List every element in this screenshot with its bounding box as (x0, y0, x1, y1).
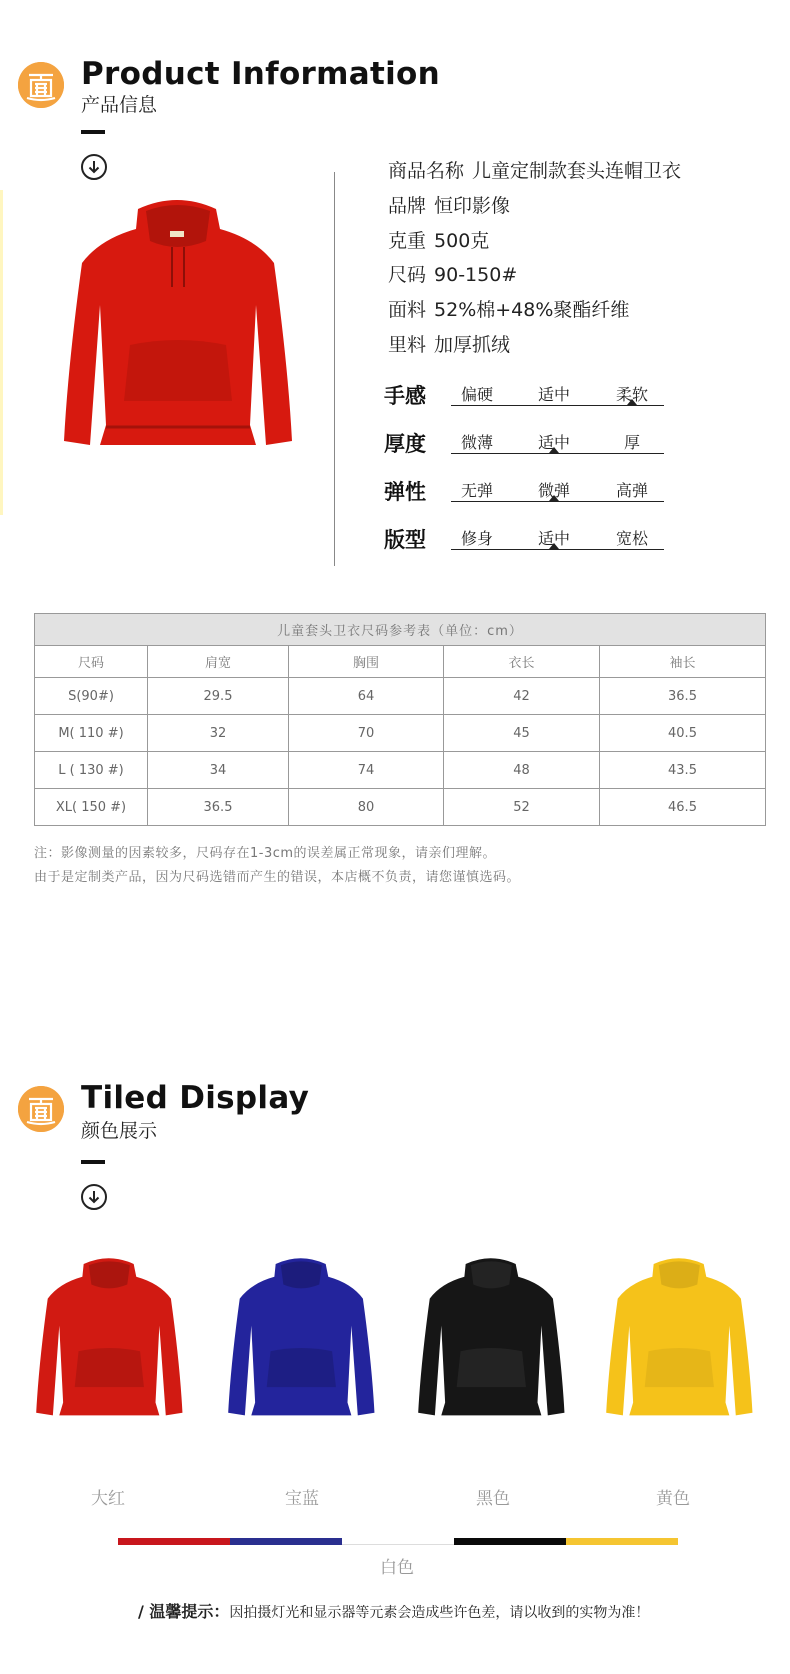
rating-label: 手感 (384, 384, 426, 408)
size-note: 注：影像测量的因素较多，尺码存在1-3cm的误差属正常现象，请亲们理解。 (34, 846, 497, 861)
table-cell: 70 (289, 715, 444, 752)
swatch-black (454, 1538, 566, 1545)
color-label: 黑色 (476, 1489, 510, 1509)
tip-text: 因拍摄灯光和显示器等元素会造成些许色差，请以收到的实物为准！ (229, 1605, 650, 1621)
color-label: 黄色 (656, 1489, 690, 1509)
rating-line (451, 549, 664, 550)
color-label: 宝蓝 (285, 1489, 319, 1509)
spec-row (388, 226, 489, 253)
rating-option: 修身 (460, 529, 493, 548)
spec-value: 加厚抓绒 (434, 334, 511, 356)
red-hoodie-image (60, 195, 295, 460)
table-cell: 36.5 (600, 678, 766, 715)
section-title-en: Tiled Display (81, 1080, 310, 1116)
vertical-divider (334, 172, 335, 566)
spec-row (388, 330, 510, 357)
table-header-cell: 胸围 (289, 646, 444, 678)
rating-option: 宽松 (615, 529, 648, 548)
table-cell: 40.5 (600, 715, 766, 752)
table-cell: 42 (444, 678, 600, 715)
swatch-yellow (566, 1538, 678, 1545)
edge-accent (0, 190, 3, 515)
table-cell: 45 (444, 715, 600, 752)
table-cell: XL( 150 #) (35, 789, 148, 826)
rating-option: 厚 (623, 433, 640, 452)
spec-value: 恒印影像 (434, 195, 511, 217)
spec-row (388, 156, 681, 183)
size-table-caption: 儿童套头卫衣尺码参考表（单位：cm） (35, 614, 766, 646)
hoodie-black-image (406, 1255, 576, 1429)
rating-selected-marker (549, 543, 559, 549)
table-cell: 80 (289, 789, 444, 826)
warm-tip (138, 1599, 649, 1622)
spec-row (388, 191, 510, 218)
table-cell: S(90#) (35, 678, 148, 715)
rating-option: 适中 (537, 385, 570, 404)
color-label-white: 白色 (380, 1558, 414, 1578)
table-cell: 36.5 (148, 789, 289, 826)
rating-label: 版型 (384, 528, 426, 552)
swatch-white (342, 1538, 454, 1545)
rating-label: 厚度 (384, 432, 426, 456)
rating-selected-marker (627, 399, 637, 405)
table-header-cell: 肩宽 (148, 646, 289, 678)
rating-line (451, 453, 664, 454)
table-row (35, 789, 766, 826)
rating-label: 弹性 (384, 480, 426, 504)
table-cell: 32 (148, 715, 289, 752)
rating-line (451, 405, 664, 406)
color-label: 大红 (91, 1489, 125, 1509)
table-cell: 52 (444, 789, 600, 826)
hoodie-red-image (24, 1255, 194, 1429)
spec-row (388, 295, 629, 322)
tip-prefix: / 温馨提示： (138, 1602, 230, 1621)
table-header-cell: 尺码 (35, 646, 148, 678)
rating-option: 适中 (537, 433, 570, 452)
table-cell: L ( 130 #) (35, 752, 148, 789)
spec-value: 儿童定制款套头连帽卫衣 (472, 160, 682, 182)
hoodie-yellow-image (594, 1255, 764, 1429)
rating-option: 偏硬 (460, 385, 493, 404)
rating-selected-marker (549, 447, 559, 453)
spec-value: 90-150# (434, 264, 518, 286)
brand-logo-icon (18, 62, 64, 108)
table-cell: 64 (289, 678, 444, 715)
spec-key: 克重 (388, 230, 427, 252)
spec-key: 品牌 (388, 195, 427, 217)
size-note: 由于是定制类产品，因为尺码选错而产生的错误，本店概不负责，请您谨慎选码。 (34, 870, 521, 885)
spec-key: 里料 (388, 334, 427, 356)
table-cell: 29.5 (148, 678, 289, 715)
section-title-cn: 产品信息 (81, 94, 158, 116)
section-title-cn: 颜色展示 (81, 1120, 158, 1142)
rating-option: 微弹 (537, 481, 570, 500)
size-chart-table (34, 613, 766, 826)
hoodie-blue-image (216, 1255, 386, 1429)
brand-logo-icon (18, 1086, 64, 1132)
rating-line (451, 501, 664, 502)
table-row (35, 752, 766, 789)
spec-row (388, 260, 517, 287)
rating-selected-marker (549, 495, 559, 501)
title-underline (81, 1160, 105, 1164)
swatch-red (118, 1538, 230, 1545)
product-image (60, 195, 295, 464)
table-cell: 43.5 (600, 752, 766, 789)
rating-option: 柔软 (615, 385, 648, 404)
spec-key: 商品名称 (388, 160, 465, 182)
arrow-down-circle-icon (81, 1184, 107, 1210)
rating-option: 适中 (537, 529, 570, 548)
spec-value: 52%棉+48%聚酯纤维 (434, 299, 630, 321)
section-title-en: Product Information (81, 56, 440, 92)
rating-option: 无弹 (460, 481, 493, 500)
swatch-blue (230, 1538, 342, 1545)
table-cell: 74 (289, 752, 444, 789)
table-cell: 46.5 (600, 789, 766, 826)
spec-key: 尺码 (388, 264, 427, 286)
table-cell: M( 110 #) (35, 715, 148, 752)
table-header-cell: 衣长 (444, 646, 600, 678)
table-header-cell: 袖长 (600, 646, 766, 678)
table-row (35, 678, 766, 715)
rating-option: 高弹 (615, 481, 648, 500)
rating-option: 微薄 (460, 433, 493, 452)
table-header-row (35, 646, 766, 678)
table-cell: 48 (444, 752, 600, 789)
spec-key: 面料 (388, 299, 427, 321)
table-cell: 34 (148, 752, 289, 789)
spec-value: 500克 (434, 230, 490, 252)
table-row (35, 715, 766, 752)
arrow-down-circle-icon (81, 154, 107, 180)
title-underline (81, 130, 105, 134)
